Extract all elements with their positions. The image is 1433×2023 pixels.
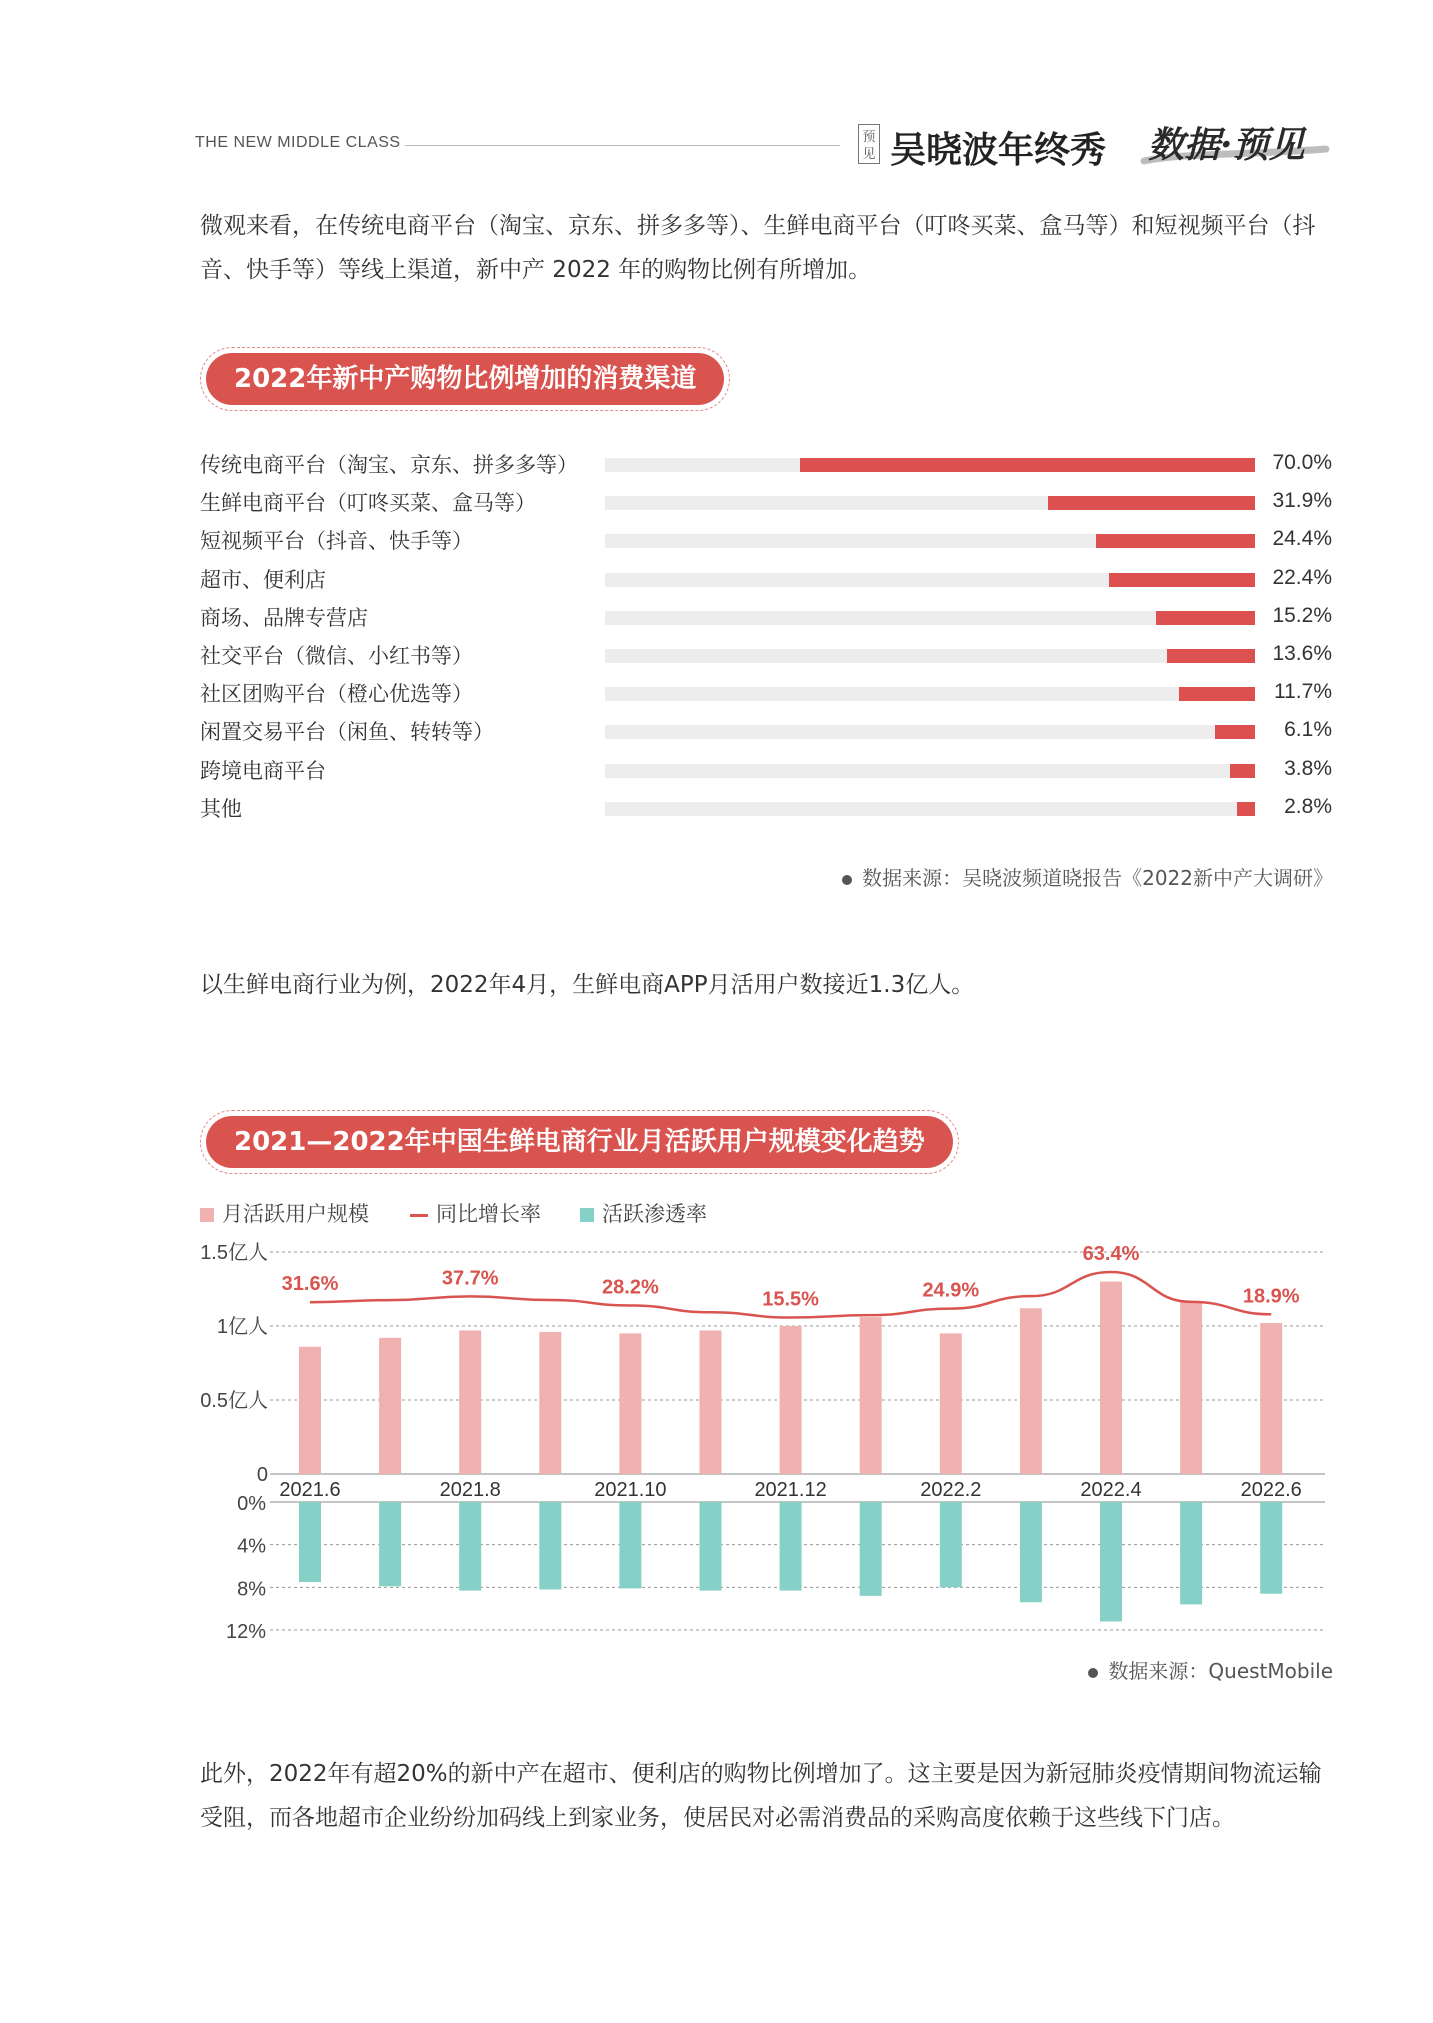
bar-track xyxy=(605,802,1255,816)
channel-bar xyxy=(800,458,1255,472)
growth-data-label: 63.4% xyxy=(1082,1243,1140,1266)
chart1-source xyxy=(842,862,1333,891)
bullet-icon xyxy=(1088,1668,1098,1678)
legend-growth-label: 同比增长率 xyxy=(436,1202,541,1226)
monthly-users-chart xyxy=(0,1230,1433,1650)
users-bar xyxy=(299,1347,321,1474)
channel-value-label: 31.9% xyxy=(1272,489,1332,513)
channel-label: 超市、便利店 xyxy=(200,567,326,592)
channel-value-label: 2.8% xyxy=(1284,794,1332,818)
legend-users-label: 月活跃用户规模 xyxy=(222,1202,369,1226)
bar-track xyxy=(605,764,1255,778)
growth-data-label: 15.5% xyxy=(762,1288,819,1311)
users-bar xyxy=(860,1317,882,1474)
chart2-title-badge xyxy=(200,1110,959,1174)
x-tick-label: 2022.2 xyxy=(920,1479,982,1501)
penetration-bar xyxy=(619,1502,641,1588)
users-bar xyxy=(1100,1282,1122,1474)
header-divider xyxy=(405,145,840,146)
penetration-bar xyxy=(1100,1502,1122,1621)
channel-bar xyxy=(1237,802,1255,816)
channel-label: 跨境电商平台 xyxy=(200,758,326,783)
svg-text:预: 预 xyxy=(862,130,876,145)
bar-track xyxy=(605,687,1255,701)
users-bar xyxy=(379,1338,401,1474)
header-title: 吴晓波年终秀 xyxy=(890,130,1107,171)
seal-glyph xyxy=(859,125,879,163)
legend-line-icon xyxy=(410,1214,428,1217)
users-bar xyxy=(459,1330,481,1474)
legend-swatch-teal xyxy=(580,1208,594,1222)
x-tick-label: 2021.12 xyxy=(754,1479,827,1501)
penetration-bar xyxy=(860,1502,882,1596)
channel-label: 短视频平台（抖音、快手等） xyxy=(200,529,473,554)
channel-bar xyxy=(1230,764,1255,778)
channel-value-label: 11.7% xyxy=(1274,680,1332,704)
channel-bar xyxy=(1109,573,1255,587)
y-tick-label: 1.5亿人 xyxy=(200,1242,268,1264)
channel-value-label: 6.1% xyxy=(1284,718,1332,742)
y-tick-label: 0 xyxy=(256,1464,268,1486)
legend-users xyxy=(200,1198,369,1228)
chart1-title-badge xyxy=(200,347,730,411)
penetration-bar xyxy=(459,1502,481,1591)
chart2-source xyxy=(1088,1655,1333,1684)
y-tick-label: 1亿人 xyxy=(216,1316,268,1338)
logo-text: 数据·预见 xyxy=(1148,124,1305,166)
svg-text:见: 见 xyxy=(862,147,876,162)
x-tick-label: 2022.6 xyxy=(1240,1479,1302,1501)
y-tick-label: 0% xyxy=(237,1493,266,1515)
paragraph-intro: 微观来看，在传统电商平台（淘宝、京东、拼多多等）、生鲜电商平台（叮咚买菜、盒马等）和短视频平台（抖音、快手等）等线上渠道，新中产 2022 年的购物比例有所增加。 xyxy=(200,213,1316,283)
penetration-bar xyxy=(539,1502,561,1589)
growth-data-label: 24.9% xyxy=(922,1279,980,1302)
users-bar xyxy=(1260,1323,1282,1474)
bar-track xyxy=(605,496,1255,510)
channel-value-label: 24.4% xyxy=(1272,527,1332,551)
growth-data-label: 37.7% xyxy=(441,1267,499,1290)
chart1-title: 2022年新中产购物比例增加的消费渠道 xyxy=(206,353,724,405)
bullet-icon xyxy=(842,875,852,885)
penetration-bar xyxy=(379,1502,401,1586)
penetration-bar xyxy=(780,1502,802,1591)
legend-penetration xyxy=(580,1198,707,1228)
bar-track xyxy=(605,534,1255,548)
x-tick-label: 2021.6 xyxy=(279,1479,341,1501)
channel-value-label: 13.6% xyxy=(1272,642,1332,665)
channel-value-label: 70.0% xyxy=(1272,451,1332,474)
channel-bar xyxy=(1096,534,1255,548)
users-bar xyxy=(619,1333,641,1474)
channel-label: 其他 xyxy=(200,796,242,821)
channel-bar xyxy=(1215,725,1255,739)
bar-track xyxy=(605,573,1255,587)
penetration-bar xyxy=(1020,1502,1042,1602)
users-bar xyxy=(940,1333,962,1474)
channel-label: 闲置交易平台（闲鱼、转转等） xyxy=(200,720,494,745)
channel-bar xyxy=(1167,649,1255,663)
channel-label: 社区团购平台（橙心优选等） xyxy=(200,682,473,707)
penetration-bar xyxy=(1180,1502,1202,1604)
users-bar xyxy=(700,1330,722,1474)
penetration-bar xyxy=(1260,1502,1282,1594)
x-tick-label: 2021.8 xyxy=(439,1479,501,1501)
channel-bar xyxy=(1048,496,1255,510)
users-bar xyxy=(1180,1302,1202,1474)
brand-logo xyxy=(1140,115,1330,175)
channel-label: 社交平台（微信、小红书等） xyxy=(200,644,473,668)
x-tick-label: 2022.4 xyxy=(1080,1479,1142,1501)
paragraph-fresh-ecommerce: 以生鲜电商行业为例，2022年4月，生鲜电商APP月活用户数接近1.3亿人。 xyxy=(200,972,975,998)
legend-swatch-pink xyxy=(200,1208,214,1222)
channel-value-label: 22.4% xyxy=(1272,565,1332,589)
channel-label: 生鲜电商平台（叮咚买菜、盒马等） xyxy=(200,491,536,516)
users-bar xyxy=(539,1332,561,1474)
growth-data-label: 28.2% xyxy=(602,1276,659,1299)
channel-label: 商场、品牌专营店 xyxy=(200,605,368,630)
paragraph-supermarket: 此外，2022年有超20%的新中产在超市、便利店的购物比例增加了。这主要是因为新冠肺炎疫情期间物流运输受阻，而各地超市企业纷纷加码线上到家业务，使居民对必需消费品的采购高度依赖于这些线下门店。 xyxy=(200,1761,1322,1831)
chart1-source-text: 数据来源：吴晓波频道晓报告《2022新中产大调研》 xyxy=(862,866,1333,890)
penetration-bar xyxy=(940,1502,962,1587)
bar-track xyxy=(605,611,1255,625)
x-tick-label: 2021.10 xyxy=(594,1479,667,1501)
bar-track xyxy=(605,458,1255,472)
bar-track xyxy=(605,649,1255,663)
chart2-source-text: 数据来源：QuestMobile xyxy=(1108,1659,1333,1683)
bar-track xyxy=(605,725,1255,739)
growth-data-label: 18.9% xyxy=(1242,1285,1300,1308)
y-tick-label: 0.5亿人 xyxy=(200,1390,268,1412)
penetration-bar xyxy=(299,1502,321,1582)
channel-label: 传统电商平台（淘宝、京东、拼多多等） xyxy=(200,453,578,477)
seal-icon xyxy=(858,124,880,164)
legend-growth xyxy=(410,1198,541,1228)
legend-penetration-label: 活跃渗透率 xyxy=(602,1202,707,1226)
channel-bar xyxy=(1179,687,1255,701)
header-left-text: THE NEW MIDDLE CLASS xyxy=(195,134,401,151)
y-tick-label: 8% xyxy=(237,1578,266,1601)
channel-value-label: 15.2% xyxy=(1272,603,1332,627)
chart2-title: 2021—2022年中国生鲜电商行业月活跃用户规模变化趋势 xyxy=(206,1116,953,1168)
channel-value-label: 3.8% xyxy=(1284,756,1332,780)
users-bar xyxy=(1020,1308,1042,1474)
y-tick-label: 4% xyxy=(237,1535,266,1558)
users-bar xyxy=(780,1326,802,1474)
y-tick-label: 12% xyxy=(225,1621,266,1643)
channel-bar xyxy=(1156,611,1255,625)
penetration-bar xyxy=(700,1502,722,1591)
growth-data-label: 31.6% xyxy=(281,1273,339,1296)
